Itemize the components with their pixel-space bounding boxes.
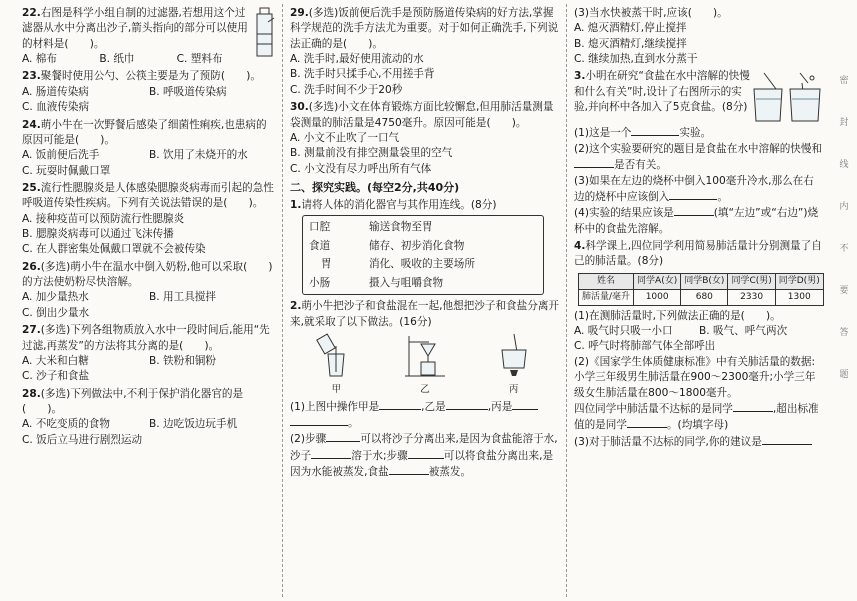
experiment-figures (294, 332, 556, 397)
sub-question-2: (2)这个实验要研究的题目是食盐在水中溶解的快慢和是否有关。 (574, 142, 823, 172)
function-label[interactable]: 储存、初步消化食物 (369, 239, 465, 252)
table-header: 同学D(男) (775, 273, 823, 289)
sub-question-2: (2)《国家学生体质健康标准》中有关肺活量的数据:小学三年级男生肺活量在900～2300毫升;小学三年级女生肺活量在800～1800毫升。 (574, 355, 816, 399)
question-22: 22.右图是科学小组自制的过滤器,若想用这个过滤器从水中分离出沙子,箭头指向的部分可以使用的材料是( )。 A. 棉布 B. 纸巾 C. 塑料布 (22, 6, 276, 67)
option-b[interactable]: B. 腮腺炎病毒可以通过飞沫传播 (22, 228, 174, 241)
option-c[interactable]: C. 继续加热,直到水分蒸干 (574, 53, 698, 66)
option-b[interactable]: B. 铁粉和铜粉 (149, 354, 216, 367)
sub-question-2: (2)步骤 可以将沙子分离出来,是因为食盐能溶于水,沙子 溶于水;步骤 可以将食盐分离出来,是因为水能被蒸发,食盐 被蒸发。 (290, 433, 558, 479)
question-27: 27.(多选)下列各组物质放入水中一段时间后,能用“先过滤,再蒸发”的方法将其分离的是( )。 A. 大米和白糖 B. 铁粉和铜粉 C. 沙子和食盐 (22, 323, 276, 384)
option-a[interactable]: A. 吸气时只吸一小口 (574, 325, 673, 338)
table-header: 同学C(男) (728, 273, 775, 289)
lung-capacity-table (578, 273, 824, 306)
answer-blank[interactable] (326, 431, 360, 442)
option-b[interactable]: B. 饮用了未烧开的水 (149, 149, 248, 162)
answer-blank[interactable] (446, 399, 488, 410)
option-b[interactable]: B. 熄灭酒精灯,继续搅拌 (574, 37, 687, 50)
question-24: 24.萌小牛在一次野餐后感染了细菌性痢疾,也患病的原因可能是( )。 A. 饭前便后洗手 B. 饮用了未烧开的水 C. 玩耍时佩戴口罩 (22, 118, 276, 179)
figure-bing: 丙 (494, 332, 534, 397)
option-b[interactable]: B. 洗手时只揉手心,不用搓手背 (290, 68, 435, 81)
column-2 (290, 6, 560, 482)
option-b[interactable]: B. 纸巾 (99, 53, 135, 66)
column-divider (282, 4, 283, 597)
column-3 (574, 6, 824, 452)
option-a[interactable]: A. 熄灭酒精灯,停止搅拌 (574, 22, 687, 35)
option-a[interactable]: A. 接种疫苗可以预防流行性腮腺炎 (22, 212, 185, 225)
matching-box (302, 215, 544, 295)
answer-blank[interactable] (311, 448, 351, 459)
filter-bottle-figure (254, 6, 276, 60)
option-a[interactable]: A. 不吃变质的食物 (22, 418, 110, 431)
option-b[interactable]: B. 测量前没有排空测量袋里的空气 (290, 147, 453, 160)
question-30: 30.(多选)小文在体育锻炼方面比较懈怠,但用肺活量测量袋测量的肺活量是4750毫升。原因可能是( )。 A. 小文不止吹了一口气 B. 测量前没有排空测量袋里的空气 C. 小文没有尽力呼出所有气体 (290, 100, 560, 177)
option-c[interactable]: C. 沙子和食盐 (22, 370, 90, 383)
answer-blank[interactable] (631, 125, 679, 136)
exercise-4: 4.科学课上,四位同学利用简易肺活量计分别测量了自己的肺活量。(8分) 姓名 同学A(女) 同学B(女) 同学C(男) 同学D(男) 肺活量/毫升 1000 680 2330 1300 (1)在测肺活量时,下列做法正确的是( )。 A. 吸气时只吸一小口 B. 吸气、呼气两次 C. 呼气时将肺部气体全部呼出 (2)《国家学生体质健康标准》中有关肺活量的数据:小学三年级男生肺活量在900～2300毫升;小学三年级女生肺活量在800～1800毫升。 四位同学中肺活量不达标的是同学 ,超出标准值的是同学 。(均填字母) (3)对于肺活量不达标的同学,你的建议是 (574, 239, 824, 450)
question-29: 29.(多选)饭前便后洗手是预防肠道传染病的好方法,掌握科学规范的洗手方法尤为重要。对于如何正确洗手,下列说法正确的是( )。 A. 洗手时,最好使用流动的水 B. 洗手时只揉手心,不用搓手背 C. 洗手时间不少于20秒 (290, 6, 560, 98)
option-c[interactable]: C. 在人群密集处佩戴口罩就不会被传染 (22, 243, 206, 256)
sub-question-4: (4)实验的结果应该是 (填“左边”或“右边”)烧杯中的食盐先溶解。 (574, 207, 819, 235)
option-c[interactable]: C. 呼气时将肺部气体全部呼出 (574, 340, 716, 353)
column-divider (566, 4, 567, 597)
answer-blank[interactable] (627, 417, 667, 428)
option-c[interactable]: C. 洗手时间不少于20秒 (290, 83, 403, 96)
sub-question-3: (3)如果在左边的烧杯中倒入100毫升冷水,那么在右边的烧杯中应该倒入 。 (574, 174, 814, 203)
option-c[interactable]: C. 倒出少量水 (22, 306, 90, 319)
answer-blank[interactable] (379, 399, 421, 410)
option-a[interactable]: A. 小文不止吹了一口气 (290, 131, 400, 144)
option-b[interactable]: B. 用工具搅拌 (149, 291, 216, 304)
table-cell: 1300 (775, 289, 823, 305)
option-a[interactable]: A. 饭前便后洗手 (22, 149, 100, 162)
answer-blank[interactable] (408, 448, 444, 459)
filtration-stand-icon (401, 332, 449, 378)
table-header: 姓名 (579, 273, 634, 289)
exercise-2-sub-3: (3)当水快被蒸干时,应该( )。 A. 熄灭酒精灯,停止搅拌 B. 熄灭酒精灯,继续搅拌 C. 继续加热,直到水分蒸干 (574, 6, 824, 67)
answer-blank[interactable] (674, 205, 714, 216)
table-header: 同学A(女) (634, 273, 681, 289)
section-heading: 二、探究实践。(每空2分,共40分) (290, 180, 460, 194)
option-c[interactable]: C. 血液传染病 (22, 101, 90, 114)
exercise-1: 1.请将人体的消化器官与其作用连线。(8分) 口腔 输送食物至胃 食道 储存、初步消化食物 胃 消化、吸收的主要场所 小肠 摄入与咀嚼食物 (290, 198, 560, 295)
option-a[interactable]: A. 大米和白糖 (22, 354, 89, 367)
organ-label[interactable]: 胃 (321, 258, 332, 271)
answer-blank[interactable] (574, 157, 614, 168)
table-cell: 2330 (728, 289, 775, 305)
answer-blank[interactable] (290, 415, 348, 426)
exercise-2: 2.萌小牛把沙子和食盐混在一起,他想把沙子和食盐分离开来,就采取了以下做法。(16分) 甲 乙 丙 (1)上图中操作甲是 ,乙是 ,丙是 。 (2)步骤 可以将沙子分离出来,是因为食盐能溶于水,沙子 溶于水;步骤 可以将食盐分离出来,是因为水能被蒸发,食盐 被蒸发。 (290, 299, 560, 480)
question-28: 28.(多选)下列做法中,不利于保护消化器官的是( )。 A. 不吃变质的食物 B. 边吃饭边玩手机 C. 饭后立马进行剧烈运动 (22, 387, 276, 448)
table-cell: 1000 (634, 289, 681, 305)
sub-question-1: (1)这是一个 实验。 (574, 127, 712, 140)
function-label[interactable]: 消化、吸收的主要场所 (369, 258, 475, 271)
question-25: 25.流行性腮腺炎是人体感染腮腺炎病毒而引起的急性呼吸道传染性疾病。下列有关说法错误的是( )。 A. 接种疫苗可以预防流行性腮腺炎 B. 腮腺炎病毒可以通过飞沫传播 C. 在人群密集处佩戴口罩就不会被传染 (22, 181, 276, 258)
function-label[interactable]: 摄入与咀嚼食物 (369, 276, 444, 289)
question-26: 26.(多选)萌小牛在温水中倒入奶粉,他可以采取( )的方法使奶粉尽快溶解。 A. 加少量热水 B. 用工具搅拌 C. 倒出少量水 (22, 260, 276, 321)
beakers-figure (750, 69, 824, 125)
option-c[interactable]: C. 玩耍时佩戴口罩 (22, 164, 111, 177)
seal-line-text: 密 封 线 内 不 要 答 题 (839, 76, 849, 380)
option-a[interactable]: A. 肠道传染病 (22, 85, 89, 98)
option-b[interactable]: B. 呼吸道传染病 (149, 85, 227, 98)
sub-question-1: (1)在测肺活量时,下列做法正确的是( )。 (574, 309, 781, 322)
answer-blank[interactable] (733, 401, 773, 412)
table-header: 同学B(女) (681, 273, 728, 289)
organ-label[interactable]: 食道 (309, 239, 331, 252)
option-b[interactable]: B. 边吃饭边玩手机 (149, 418, 238, 431)
answer-blank[interactable] (669, 189, 717, 200)
figure-yi: 乙 (401, 332, 449, 397)
question-23: 23.聚餐时使用公勺、公筷主要是为了预防( )。 A. 肠道传染病 B. 呼吸道传染病 C. 血液传染病 (22, 69, 276, 115)
option-b[interactable]: B. 吸气、呼气两次 (699, 325, 788, 338)
exercise-3: 3.小明在研究“食盐在水中溶解的快慢和什么有关”时,设计了右图所示的实验,并向杯中各加入了5克食盐。(8分) (1)这是一个 实验。 (2)这个实验要研究的题目是食盐在水中溶解的快慢和是否有关。 (3)如果在左边的烧杯中倒入100毫升冷水,那么在右边的烧杯中应该倒入 。 (4)实验的结果应该是 (填“左边”或“右边”)烧杯中的食盐先溶解。 (574, 69, 824, 237)
column-1 (22, 6, 276, 450)
answer-blank[interactable] (762, 434, 812, 445)
option-c[interactable]: C. 饭后立马进行剧烈运动 (22, 433, 143, 446)
option-c[interactable]: C. 塑料布 (176, 53, 223, 66)
option-a[interactable]: A. 棉布 (22, 53, 57, 66)
organ-label[interactable]: 口腔 (309, 221, 331, 234)
table-cell: 680 (681, 289, 728, 305)
organ-label[interactable]: 小肠 (309, 276, 331, 289)
figure-jia: 甲 (316, 332, 356, 397)
row-label: 肺活量/毫升 (579, 289, 634, 305)
evaporation-icon (494, 332, 534, 378)
function-label[interactable]: 输送食物至胃 (369, 221, 433, 234)
sub-question-3: (3)对于肺活量不达标的同学,你的建议是 (574, 434, 824, 450)
option-c[interactable]: C. 小文没有尽力呼出所有气体 (290, 162, 432, 175)
sub-question-1: (1)上图中操作甲是 ,乙是 ,丙是 。 (290, 399, 560, 432)
pouring-icon (316, 332, 356, 378)
option-a[interactable]: A. 洗手时,最好使用流动的水 (290, 53, 424, 66)
option-a[interactable]: A. 加少量热水 (22, 291, 89, 304)
answer-blank[interactable] (512, 399, 538, 410)
answer-blank[interactable] (389, 464, 429, 475)
